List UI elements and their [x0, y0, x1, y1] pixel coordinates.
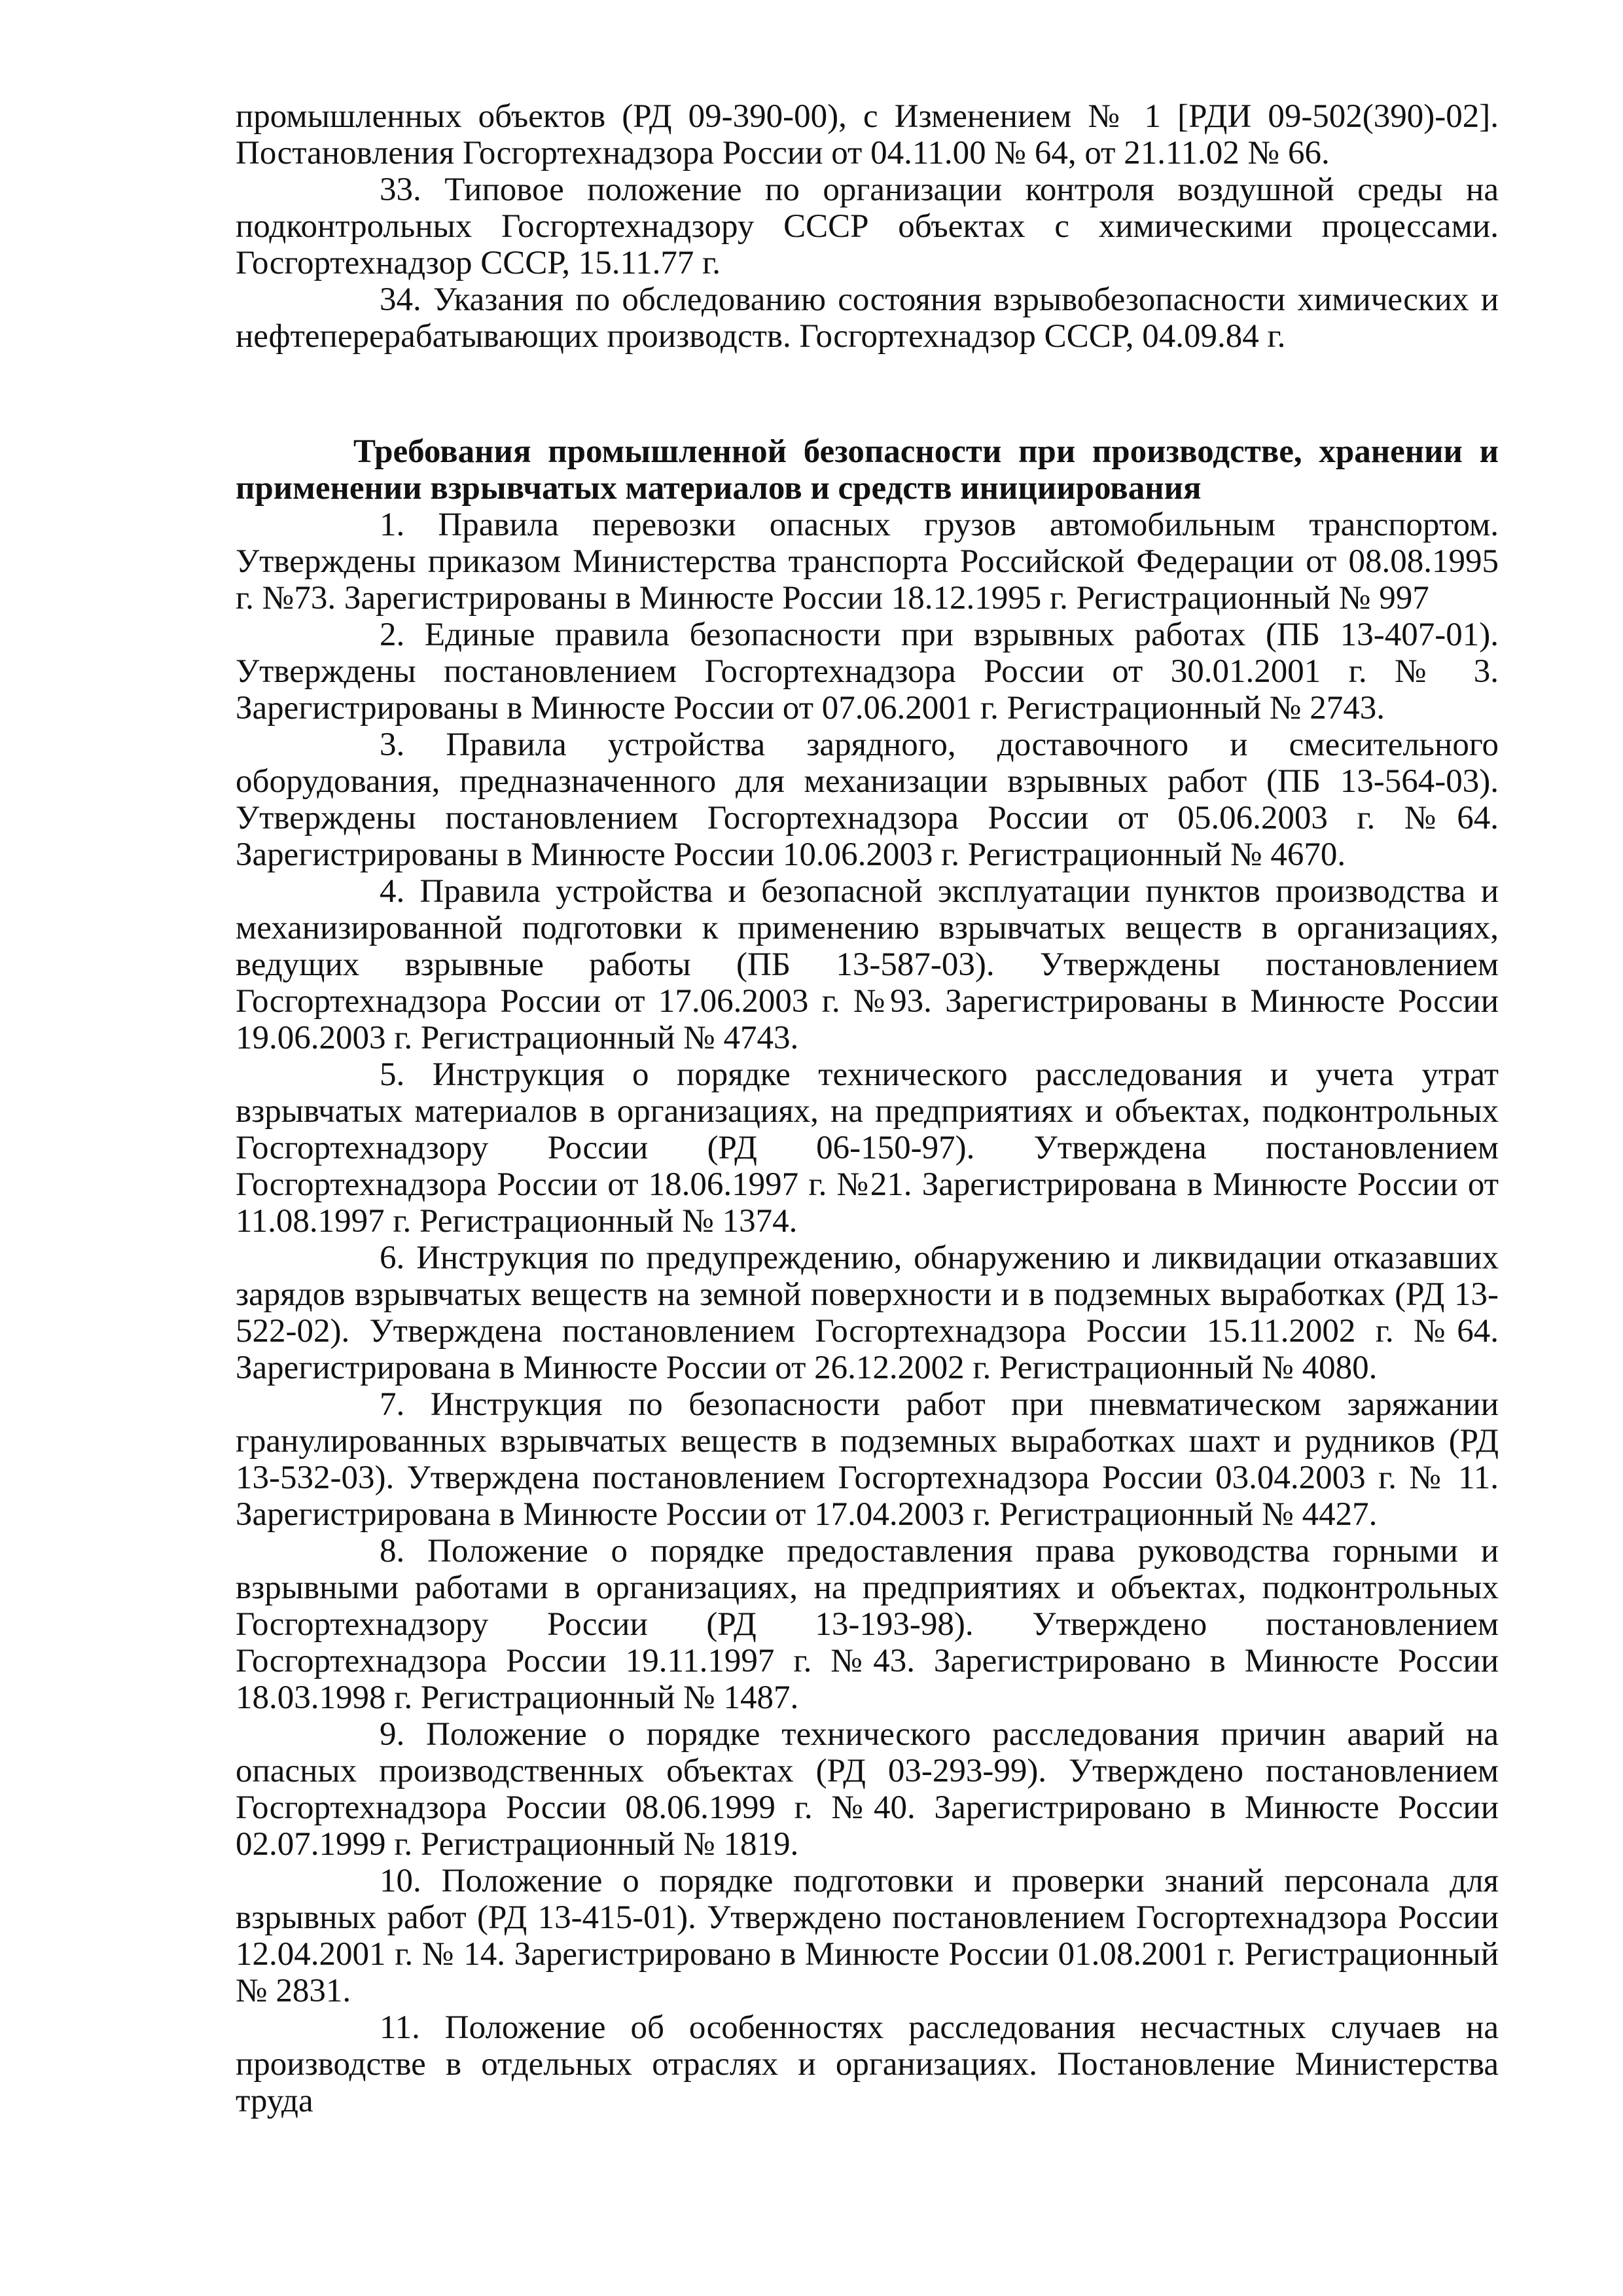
list-item-34: 34. Указания по обследованию состояния взрывобезопасности химических и нефтеперерабатывающих производств. Госгортехнадзор СССР, 04.09.84 г. [236, 281, 1499, 355]
list-item-8: 8. Положение о порядке предоставления права руководства горными и взрывными работами в организациях, на предприятиях и объектах, подконтрольных Госгортехнадзору России (РД 13-193-98). Утверждено постановлением Госгортехнадзора России 19.11.1997 г. №43. Зарегистрировано в Минюсте России 18.03.1998 г. Регистрационный № 1487. [236, 1533, 1499, 1716]
list-item-5: 5. Инструкция о порядке технического расследования и учета утрат взрывчатых материалов в организациях, на предприятиях и объектах, подконтрольных Госгортехнадзору России (РД 06-150-97). Утверждена постановлением Госгортехнадзора России от 18.06.1997 г. №21. Зарегистрирована в Минюсте России от 11.08.1997 г. Регистрационный № 1374. [236, 1056, 1499, 1240]
list-item-6: 6. Инструкция по предупреждению, обнаружению и ликвидации отказавших зарядов взрывчатых веществ на земной поверхности и в подземных выработках (РД 13-522-02). Утверждена постановлением Госгортехнадзора России 15.11.2002 г. №64. Зарегистрирована в Минюсте России от 26.12.2002 г. Регистрационный № 4080. [236, 1240, 1499, 1386]
list-item-11: 11. Положение об особенностях расследования несчастных случаев на производстве в отдельных отраслях и организациях. Постановление Министерства труда [236, 2009, 1499, 2119]
list-item-10: 10. Положение о порядке подготовки и проверки знаний персонала для взрывных работ (РД 13-415-01). Утверждено постановлением Госгортехнадзора России 12.04.2001 г. № 14. Зарегистрировано в Минюсте России 01.08.2001 г. Регистрационный № 2831. [236, 1863, 1499, 2009]
list-item-4: 4. Правила устройства и безопасной эксплуатации пунктов производства и механизированной подготовки к применению взрывчатых веществ в организациях, ведущих взрывные работы (ПБ 13-587-03). Утверждены постановлением Госгортехнадзора России от 17.06.2003 г. №93. Зарегистрированы в Минюсте России 19.06.2003 г. Регистрационный № 4743. [236, 873, 1499, 1056]
list-item-2: 2. Единые правила безопасности при взрывных работах (ПБ 13-407-01). Утверждены постановлением Госгортехнадзора России от 30.01.2001 г. № 3. Зарегистрированы в Минюсте России от 07.06.2001 г. Регистрационный № 2743. [236, 617, 1499, 726]
section-heading: Требования промышленной безопасности при производстве, хранении и применении взрывчатых материалов и средств инициирования [236, 433, 1499, 507]
list-item-33: 33. Типовое положение по организации контроля воздушной среды на подконтрольных Госгортехнадзору СССР объектах с химическими процессами. Госгортехнадзор СССР, 15.11.77 г. [236, 171, 1499, 281]
list-item-1: 1. Правила перевозки опасных грузов автомобильным транспортом. Утверждены приказом Министерства транспорта Российской Федерации от 08.08.1995 г. №73. Зарегистрированы в Минюсте России 18.12.1995 г. Регистрационный № 997 [236, 507, 1499, 617]
document-page [236, 98, 1499, 2258]
list-item-9: 9. Положение о порядке технического расследования причин аварий на опасных производственных объектах (РД 03-293-99). Утверждено постановлением Госгортехнадзора России 08.06.1999 г. №40. Зарегистрировано в Минюсте России 02.07.1999 г. Регистрационный № 1819. [236, 1716, 1499, 1863]
section-spacer [236, 355, 1499, 433]
list-item-7: 7. Инструкция по безопасности работ при пневматическом заряжании гранулированных взрывчатых веществ в подземных выработках шахт и рудников (РД 13-532-03). Утверждена постановлением Госгортехнадзора России 03.04.2003 г. № 11. Зарегистрирована в Минюсте России от 17.04.2003 г. Регистрационный № 4427. [236, 1386, 1499, 1533]
list-item-3: 3. Правила устройства зарядного, доставочного и смесительного оборудования, предназначенного для механизации взрывных работ (ПБ 13-564-03). Утверждены постановлением Госгортехнадзора России от 05.06.2003 г. №64. Зарегистрированы в Минюсте России 10.06.2003 г. Регистрационный № 4670. [236, 726, 1499, 873]
continuation-paragraph: промышленных объектов (РД 09-390-00), с Изменением № 1 [РДИ 09-502(390)-02]. Постановления Госгортехнадзора России от 04.11.00 № 64, от 21.11.02 № 66. [236, 98, 1499, 171]
